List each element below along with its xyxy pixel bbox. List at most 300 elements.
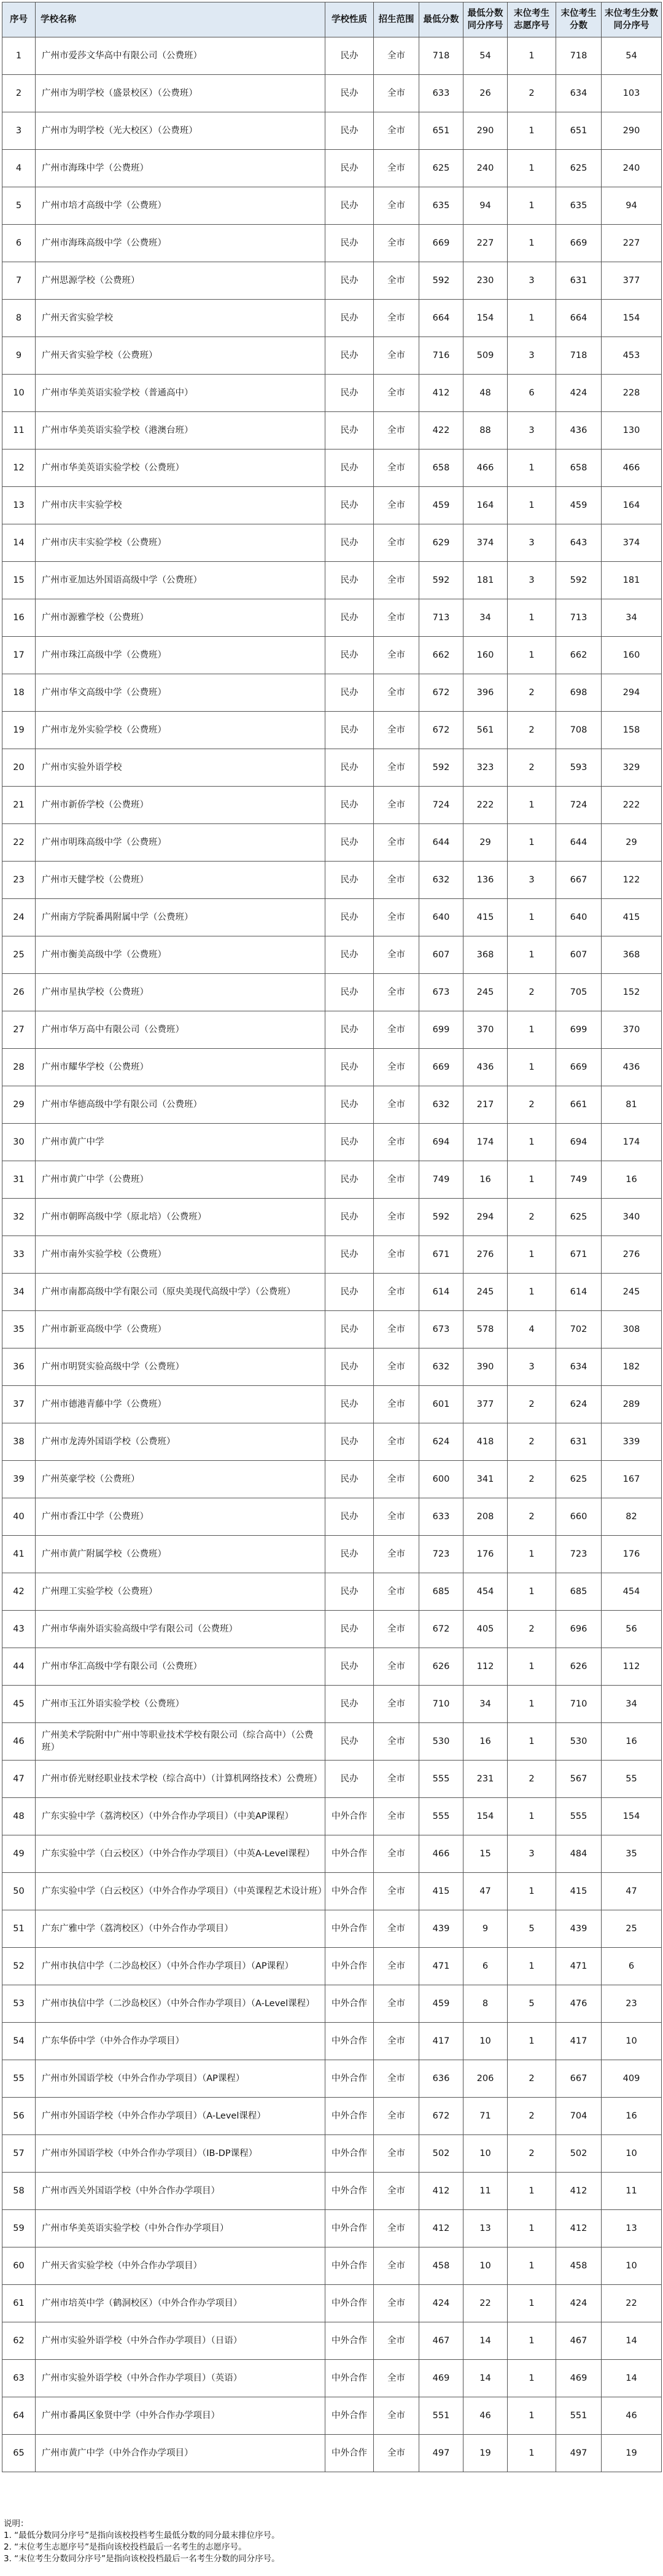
cell-last-score: 718: [556, 337, 602, 375]
cell-last-score: 607: [556, 936, 602, 974]
cell-last-score-rank: 14: [602, 2322, 662, 2360]
table-row: [2, 899, 662, 936]
header-enrollment-range: 招生范围: [374, 2, 419, 37]
cell-last-preference: 1: [508, 1798, 556, 1835]
cell-last-preference: 1: [508, 37, 556, 75]
cell-last-score-rank: 16: [602, 1161, 662, 1199]
cell-seq: 5: [2, 187, 36, 225]
cell-min-score: 600: [419, 1461, 463, 1498]
cell-last-preference: 1: [508, 1948, 556, 1985]
cell-last-score: 458: [556, 2247, 602, 2285]
cell-last-preference: 1: [508, 1161, 556, 1199]
table-row: [2, 262, 662, 300]
cell-min-score-rank: 341: [463, 1461, 508, 1498]
table-row: [2, 1274, 662, 1311]
cell-last-score-rank: 158: [602, 712, 662, 749]
cell-seq: 21: [2, 787, 36, 824]
cell-last-preference: 3: [508, 562, 556, 599]
cell-seq: 42: [2, 1573, 36, 1611]
note-item: 3. “末位考生分数同分序号”是指向该校投档最后一名考生分数的同分序号。: [4, 2554, 280, 2564]
cell-min-score: 664: [419, 300, 463, 337]
cell-last-preference: 3: [508, 262, 556, 300]
cell-enrollment-range: 全市: [374, 674, 419, 712]
cell-school-name: 广州市外国语学校（中外合作办学项目）（AP课程）: [36, 2060, 325, 2098]
cell-school-name: 广东广雅中学（荔湾校区）（中外合作办学项目）: [36, 1910, 325, 1948]
header-last-score-rank: 末位考生分数同分序号: [602, 2, 662, 37]
cell-min-score-rank: 29: [463, 824, 508, 862]
cell-school-nature: 民办: [325, 262, 374, 300]
cell-school-nature: 中外合作: [325, 2060, 374, 2098]
cell-school-nature: 民办: [325, 1423, 374, 1461]
cell-seq: 60: [2, 2247, 36, 2285]
cell-min-score-rank: 112: [463, 1648, 508, 1686]
cell-min-score: 626: [419, 1648, 463, 1686]
cell-school-nature: 中外合作: [325, 2435, 374, 2472]
table-row: [2, 2098, 662, 2135]
cell-school-name: 广州市海珠高级中学（公费班）: [36, 225, 325, 262]
cell-last-preference: 1: [508, 2023, 556, 2060]
cell-last-score: 502: [556, 2135, 602, 2173]
cell-min-score: 671: [419, 1236, 463, 1274]
cell-enrollment-range: 全市: [374, 1536, 419, 1573]
cell-min-score-rank: 217: [463, 1086, 508, 1124]
cell-last-preference: 1: [508, 936, 556, 974]
cell-last-score: 651: [556, 112, 602, 150]
cell-last-preference: 2: [508, 1086, 556, 1124]
cell-last-preference: 2: [508, 2098, 556, 2135]
header-seq: 序号: [2, 2, 36, 37]
cell-min-score-rank: 390: [463, 1348, 508, 1386]
cell-seq: 13: [2, 487, 36, 524]
cell-last-score-rank: 240: [602, 150, 662, 187]
cell-school-nature: 中外合作: [325, 2397, 374, 2435]
table-row: [2, 412, 662, 449]
cell-school-name: 广州美术学院附中广州中等职业技术学校有限公司（综合高中）（公费班）: [36, 1723, 325, 1761]
cell-seq: 25: [2, 936, 36, 974]
cell-last-score: 497: [556, 2435, 602, 2472]
cell-min-score: 459: [419, 1985, 463, 2023]
table-row: [2, 1086, 662, 1124]
cell-min-score-rank: 88: [463, 412, 508, 449]
cell-enrollment-range: 全市: [374, 487, 419, 524]
cell-last-score: 644: [556, 824, 602, 862]
cell-min-score: 415: [419, 1873, 463, 1910]
cell-school-name: 广州市珠江高级中学（公费班）: [36, 637, 325, 674]
cell-seq: 40: [2, 1498, 36, 1536]
cell-school-nature: 民办: [325, 449, 374, 487]
cell-min-score: 467: [419, 2322, 463, 2360]
cell-school-name: 广州市新侨学校（公费班）: [36, 787, 325, 824]
cell-last-score: 436: [556, 412, 602, 449]
cell-min-score-rank: 176: [463, 1536, 508, 1573]
cell-min-score: 471: [419, 1948, 463, 1985]
cell-last-score: 551: [556, 2397, 602, 2435]
cell-last-preference: 1: [508, 1686, 556, 1723]
table-row: [2, 1873, 662, 1910]
cell-seq: 7: [2, 262, 36, 300]
cell-enrollment-range: 全市: [374, 1573, 419, 1611]
cell-school-name: 广州市朝晖高级中学（原北培）（公费班）: [36, 1199, 325, 1236]
cell-seq: 45: [2, 1686, 36, 1723]
cell-enrollment-range: 全市: [374, 1798, 419, 1835]
cell-last-score: 593: [556, 749, 602, 787]
cell-enrollment-range: 全市: [374, 2360, 419, 2397]
cell-last-score-rank: 152: [602, 974, 662, 1011]
cell-seq: 29: [2, 1086, 36, 1124]
cell-last-preference: 1: [508, 1011, 556, 1049]
cell-last-score-rank: 16: [602, 2098, 662, 2135]
cell-min-score: 633: [419, 1498, 463, 1536]
table-row: [2, 2397, 662, 2435]
cell-min-score: 551: [419, 2397, 463, 2435]
cell-school-nature: 中外合作: [325, 2360, 374, 2397]
cell-last-score: 704: [556, 2098, 602, 2135]
cell-min-score: 673: [419, 974, 463, 1011]
cell-min-score: 555: [419, 1761, 463, 1798]
table-row: [2, 1536, 662, 1573]
cell-last-score-rank: 415: [602, 899, 662, 936]
cell-enrollment-range: 全市: [374, 974, 419, 1011]
cell-school-nature: 民办: [325, 1498, 374, 1536]
cell-school-name: 广州市执信中学（二沙岛校区）（中外合作办学项目）（A-Level课程）: [36, 1985, 325, 2023]
cell-enrollment-range: 全市: [374, 187, 419, 225]
cell-school-nature: 民办: [325, 487, 374, 524]
cell-min-score-rank: 164: [463, 487, 508, 524]
cell-seq: 49: [2, 1835, 36, 1873]
cell-enrollment-range: 全市: [374, 1873, 419, 1910]
cell-seq: 26: [2, 974, 36, 1011]
cell-school-nature: 民办: [325, 150, 374, 187]
cell-last-score: 459: [556, 487, 602, 524]
cell-seq: 65: [2, 2435, 36, 2472]
cell-enrollment-range: 全市: [374, 1236, 419, 1274]
cell-last-score: 661: [556, 1086, 602, 1124]
cell-school-nature: 中外合作: [325, 2285, 374, 2322]
cell-last-score: 631: [556, 1423, 602, 1461]
cell-enrollment-range: 全市: [374, 1124, 419, 1161]
cell-min-score-rank: 11: [463, 2173, 508, 2210]
cell-last-score-rank: 160: [602, 637, 662, 674]
cell-last-preference: 1: [508, 2285, 556, 2322]
header-row: [2, 2, 662, 37]
cell-last-score: 713: [556, 599, 602, 637]
table-row: [2, 2135, 662, 2173]
cell-school-name: 广州市为明学校（光大校区）（公费班）: [36, 112, 325, 150]
cell-last-score: 696: [556, 1611, 602, 1648]
cell-school-name: 广州天省实验学校（中外合作办学项目）: [36, 2247, 325, 2285]
cell-seq: 6: [2, 225, 36, 262]
cell-min-score: 635: [419, 187, 463, 225]
cell-min-score-rank: 323: [463, 749, 508, 787]
cell-last-preference: 3: [508, 1348, 556, 1386]
cell-enrollment-range: 全市: [374, 1948, 419, 1985]
cell-last-score-rank: 176: [602, 1536, 662, 1573]
cell-school-nature: 中外合作: [325, 2173, 374, 2210]
table-row: [2, 225, 662, 262]
cell-school-name: 广州英豪学校（公费班）: [36, 1461, 325, 1498]
cell-min-score-rank: 454: [463, 1573, 508, 1611]
cell-seq: 9: [2, 337, 36, 375]
cell-last-preference: 1: [508, 637, 556, 674]
table-row: [2, 1686, 662, 1723]
cell-school-name: 广州市华汇高级中学有限公司（公费班）: [36, 1648, 325, 1686]
cell-min-score: 672: [419, 674, 463, 712]
cell-enrollment-range: 全市: [374, 749, 419, 787]
cell-min-score: 644: [419, 824, 463, 862]
cell-seq: 19: [2, 712, 36, 749]
cell-school-name: 广州市爱莎文华高中有限公司（公费班）: [36, 37, 325, 75]
cell-last-score-rank: 167: [602, 1461, 662, 1498]
cell-school-nature: 民办: [325, 1573, 374, 1611]
cell-school-name: 广州市执信中学（二沙岛校区）（中外合作办学项目）（AP课程）: [36, 1948, 325, 1985]
cell-last-preference: 2: [508, 974, 556, 1011]
table-row: [2, 974, 662, 1011]
cell-seq: 41: [2, 1536, 36, 1573]
cell-last-preference: 2: [508, 2135, 556, 2173]
cell-last-score: 669: [556, 1049, 602, 1086]
cell-enrollment-range: 全市: [374, 2023, 419, 2060]
cell-min-score: 592: [419, 562, 463, 599]
cell-school-name: 广州市玉江外语实验学校（公费班）: [36, 1686, 325, 1723]
cell-enrollment-range: 全市: [374, 1199, 419, 1236]
cell-last-score: 469: [556, 2360, 602, 2397]
cell-last-preference: 1: [508, 1873, 556, 1910]
cell-school-nature: 民办: [325, 1348, 374, 1386]
cell-min-score: 422: [419, 412, 463, 449]
cell-last-preference: 3: [508, 862, 556, 899]
cell-enrollment-range: 全市: [374, 75, 419, 112]
cell-enrollment-range: 全市: [374, 300, 419, 337]
cell-min-score: 685: [419, 1573, 463, 1611]
cell-last-score: 671: [556, 1236, 602, 1274]
cell-seq: 47: [2, 1761, 36, 1798]
cell-school-nature: 民办: [325, 112, 374, 150]
cell-min-score: 601: [419, 1386, 463, 1423]
cell-last-score-rank: 289: [602, 1386, 662, 1423]
cell-school-nature: 民办: [325, 1124, 374, 1161]
table-row: [2, 562, 662, 599]
cell-last-score: 660: [556, 1498, 602, 1536]
cell-min-score-rank: 34: [463, 1686, 508, 1723]
cell-last-score-rank: 308: [602, 1311, 662, 1348]
cell-school-nature: 民办: [325, 1761, 374, 1798]
cell-last-score: 415: [556, 1873, 602, 1910]
cell-last-score-rank: 122: [602, 862, 662, 899]
cell-last-preference: 2: [508, 674, 556, 712]
cell-seq: 61: [2, 2285, 36, 2322]
cell-seq: 58: [2, 2173, 36, 2210]
cell-last-score: 664: [556, 300, 602, 337]
cell-school-name: 广州市番禺区象贤中学（中外合作办学项目）: [36, 2397, 325, 2435]
cell-enrollment-range: 全市: [374, 2322, 419, 2360]
cell-last-score-rank: 227: [602, 225, 662, 262]
table-header: [2, 2, 662, 37]
cell-min-score: 749: [419, 1161, 463, 1199]
cell-min-score-rank: 10: [463, 2247, 508, 2285]
cell-min-score-rank: 245: [463, 974, 508, 1011]
cell-last-preference: 1: [508, 2173, 556, 2210]
cell-min-score-rank: 208: [463, 1498, 508, 1536]
cell-enrollment-range: 全市: [374, 449, 419, 487]
cell-last-preference: 1: [508, 187, 556, 225]
cell-min-score-rank: 466: [463, 449, 508, 487]
cell-seq: 62: [2, 2322, 36, 2360]
cell-last-preference: 3: [508, 337, 556, 375]
cell-school-name: 广州思源学校（公费班）: [36, 262, 325, 300]
cell-seq: 46: [2, 1723, 36, 1761]
cell-min-score-rank: 26: [463, 75, 508, 112]
cell-last-score-rank: 54: [602, 37, 662, 75]
cell-min-score: 632: [419, 1348, 463, 1386]
cell-enrollment-range: 全市: [374, 599, 419, 637]
table-row: [2, 300, 662, 337]
cell-seq: 57: [2, 2135, 36, 2173]
cell-min-score: 502: [419, 2135, 463, 2173]
cell-last-score-rank: 25: [602, 1910, 662, 1948]
cell-last-preference: 3: [508, 524, 556, 562]
cell-min-score-rank: 396: [463, 674, 508, 712]
cell-last-preference: 1: [508, 787, 556, 824]
cell-school-nature: 民办: [325, 1723, 374, 1761]
cell-seq: 55: [2, 2060, 36, 2098]
cell-min-score-rank: 415: [463, 899, 508, 936]
table-row: [2, 2285, 662, 2322]
cell-last-score-rank: 46: [602, 2397, 662, 2435]
cell-school-nature: 中外合作: [325, 2135, 374, 2173]
cell-school-nature: 中外合作: [325, 2210, 374, 2247]
cell-min-score-rank: 48: [463, 375, 508, 412]
cell-school-name: 广州市天健学校（公费班）: [36, 862, 325, 899]
cell-seq: 1: [2, 37, 36, 75]
cell-min-score: 713: [419, 599, 463, 637]
cell-enrollment-range: 全市: [374, 562, 419, 599]
cell-last-score: 669: [556, 225, 602, 262]
cell-last-score-rank: 368: [602, 936, 662, 974]
cell-school-nature: 民办: [325, 75, 374, 112]
cell-last-score-rank: 181: [602, 562, 662, 599]
cell-enrollment-range: 全市: [374, 2098, 419, 2135]
cell-last-score: 439: [556, 1910, 602, 1948]
cell-last-preference: 1: [508, 824, 556, 862]
cell-last-score-rank: 453: [602, 337, 662, 375]
table-row: [2, 1573, 662, 1611]
cell-seq: 44: [2, 1648, 36, 1686]
cell-school-name: 广州市黄广中学（中外合作办学项目）: [36, 2435, 325, 2472]
cell-last-score-rank: 19: [602, 2435, 662, 2472]
cell-min-score: 555: [419, 1798, 463, 1835]
cell-seq: 43: [2, 1611, 36, 1648]
table-row: [2, 674, 662, 712]
cell-last-preference: 2: [508, 1423, 556, 1461]
cell-enrollment-range: 全市: [374, 1910, 419, 1948]
cell-last-score-rank: 47: [602, 1873, 662, 1910]
table-row: [2, 599, 662, 637]
cell-last-score: 708: [556, 712, 602, 749]
cell-last-preference: 2: [508, 1461, 556, 1498]
cell-last-score-rank: 466: [602, 449, 662, 487]
table-row: [2, 2173, 662, 2210]
cell-min-score-rank: 561: [463, 712, 508, 749]
cell-seq: 4: [2, 150, 36, 187]
cell-enrollment-range: 全市: [374, 150, 419, 187]
cell-last-score: 694: [556, 1124, 602, 1161]
cell-min-score-rank: 16: [463, 1161, 508, 1199]
cell-last-score: 635: [556, 187, 602, 225]
cell-seq: 48: [2, 1798, 36, 1835]
cell-last-score-rank: 294: [602, 674, 662, 712]
cell-min-score-rank: 231: [463, 1761, 508, 1798]
cell-last-preference: 2: [508, 1761, 556, 1798]
cell-last-score: 640: [556, 899, 602, 936]
cell-school-name: 广州市亚加达外国语高级中学（公费班）: [36, 562, 325, 599]
cell-min-score-rank: 15: [463, 1835, 508, 1873]
table-row: [2, 1798, 662, 1835]
cell-school-name: 广州市庆丰实验学校（公费班）: [36, 524, 325, 562]
cell-enrollment-range: 全市: [374, 375, 419, 412]
cell-min-score: 699: [419, 1011, 463, 1049]
table-row: [2, 1835, 662, 1873]
cell-last-score: 530: [556, 1723, 602, 1761]
cell-school-name: 广州市衡美高级中学（公费班）: [36, 936, 325, 974]
table-row: [2, 2322, 662, 2360]
cell-min-score-rank: 370: [463, 1011, 508, 1049]
cell-seq: 11: [2, 412, 36, 449]
table-row: [2, 1386, 662, 1423]
cell-min-score: 417: [419, 2023, 463, 2060]
table-row: [2, 337, 662, 375]
table-row: [2, 1910, 662, 1948]
cell-min-score-rank: 8: [463, 1985, 508, 2023]
cell-min-score: 614: [419, 1274, 463, 1311]
cell-min-score-rank: 368: [463, 936, 508, 974]
cell-min-score-rank: 22: [463, 2285, 508, 2322]
table-row: [2, 1985, 662, 2023]
table-row: [2, 1311, 662, 1348]
cell-last-score: 592: [556, 562, 602, 599]
cell-last-score: 412: [556, 2210, 602, 2247]
cell-min-score: 633: [419, 75, 463, 112]
table-row: [2, 487, 662, 524]
cell-school-name: 广州市南都高级中学有限公司（原央美现代高级中学）（公费班）: [36, 1274, 325, 1311]
cell-school-name: 广州市黄广中学（公费班）: [36, 1161, 325, 1199]
cell-min-score: 412: [419, 2173, 463, 2210]
table-row: [2, 787, 662, 824]
cell-last-score-rank: 377: [602, 262, 662, 300]
notes-title: 说明：: [4, 2519, 29, 2529]
cell-school-name: 广州天省实验学校（公费班）: [36, 337, 325, 375]
cell-school-name: 广州市西关外国语学校（中外合作办学项目）: [36, 2173, 325, 2210]
cell-school-name: 广州市新亚高级中学（公费班）: [36, 1311, 325, 1348]
cell-min-score: 629: [419, 524, 463, 562]
cell-seq: 3: [2, 112, 36, 150]
cell-school-name: 广州市实验外语学校（中外合作办学项目）（日语）: [36, 2322, 325, 2360]
cell-last-preference: 2: [508, 1199, 556, 1236]
cell-last-score: 634: [556, 1348, 602, 1386]
cell-last-preference: 4: [508, 1311, 556, 1348]
cell-school-nature: 民办: [325, 824, 374, 862]
cell-seq: 34: [2, 1274, 36, 1311]
cell-school-name: 广州天省实验学校: [36, 300, 325, 337]
cell-min-score: 640: [419, 899, 463, 936]
cell-min-score-rank: 181: [463, 562, 508, 599]
cell-min-score: 636: [419, 2060, 463, 2098]
table-row: [2, 712, 662, 749]
cell-enrollment-range: 全市: [374, 1086, 419, 1124]
cell-min-score: 458: [419, 2247, 463, 2285]
cell-last-score-rank: 13: [602, 2210, 662, 2247]
cell-seq: 63: [2, 2360, 36, 2397]
table-row: [2, 449, 662, 487]
